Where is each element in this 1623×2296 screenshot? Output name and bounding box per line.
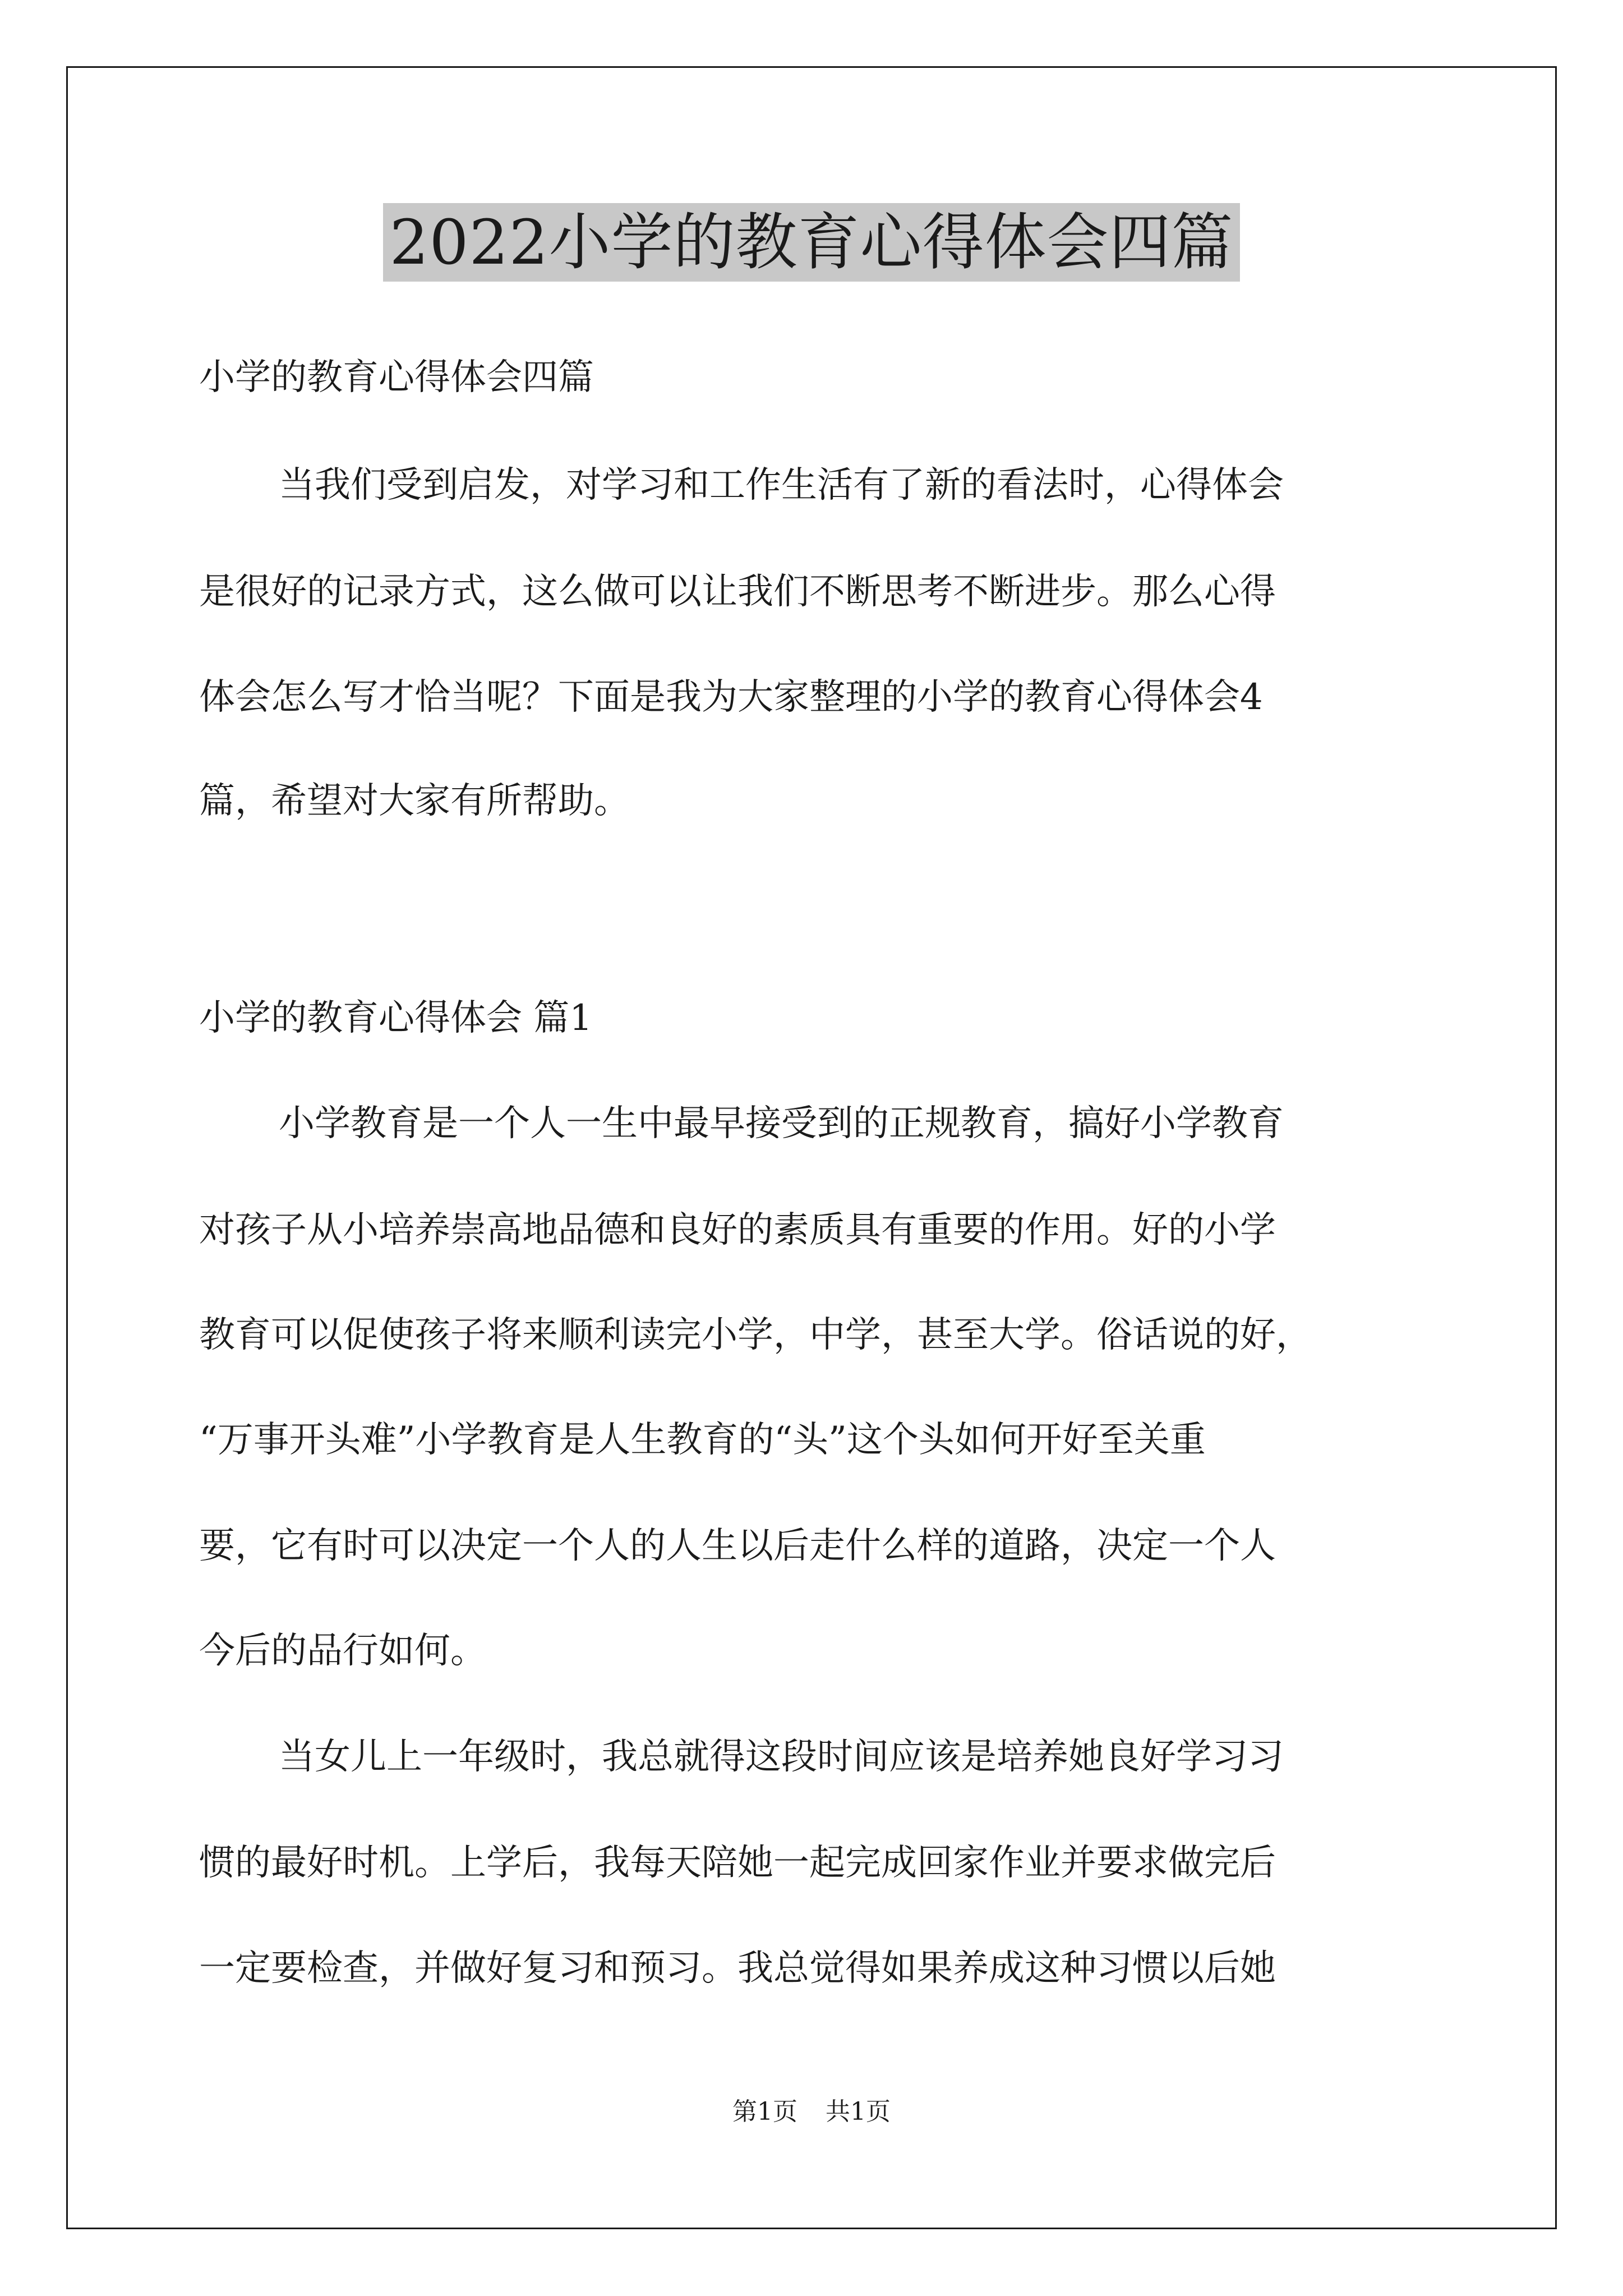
document-title: 2022小学的教育心得体会四篇 bbox=[383, 203, 1241, 282]
paragraph-line: 教育可以促使孩子将来顺利读完小学，中学，甚至大学。俗话说的好， bbox=[199, 1314, 1312, 1356]
paragraph-line: 小学教育是一个人一生中最早接受到的正规教育，搞好小学教育 bbox=[279, 1103, 1284, 1144]
intro-line: 篇，希望对大家有所帮助。 bbox=[199, 780, 630, 822]
paragraph-line: 惯的最好时机。上学后，我每天陪她一起完成回家作业并要求做完后 bbox=[199, 1842, 1276, 1884]
title-container bbox=[0, 203, 1623, 282]
intro-line: 是很好的记录方式，这么做可以让我们不断思考不断进步。那么心得 bbox=[199, 571, 1276, 613]
paragraph-line: 今后的品行如何。 bbox=[199, 1630, 486, 1672]
paragraph-line: 当女儿上一年级时，我总就得这段时间应该是培养她良好学习习 bbox=[279, 1736, 1284, 1778]
intro-line: 当我们受到启发，对学习和工作生活有了新的看法时，心得体会 bbox=[279, 464, 1284, 506]
paragraph-line: 要，它有时可以决定一个人的人生以后走什么样的道路，决定一个人 bbox=[199, 1525, 1276, 1567]
paragraph-line: “万事开头难”小学教育是人生教育的“头”这个头如何开好至关重 bbox=[199, 1419, 1206, 1461]
paragraph-line: 对孩子从小培养崇高地品德和良好的素质具有重要的作用。好的小学 bbox=[199, 1209, 1276, 1251]
subtitle: 小学的教育心得体会四篇 bbox=[199, 357, 594, 398]
page-footer bbox=[0, 2095, 1623, 2129]
section-heading: 小学的教育心得体会 篇1 bbox=[199, 997, 593, 1039]
paragraph-line: 一定要检查，并做好复习和预习。我总觉得如果养成这种习惯以后她 bbox=[199, 1948, 1276, 1989]
page-total: 共1页 bbox=[826, 2097, 891, 2126]
page-number: 第1页 bbox=[732, 2097, 797, 2126]
intro-line: 体会怎么写才恰当呢？下面是我为大家整理的小学的教育心得体会4 bbox=[199, 677, 1263, 718]
